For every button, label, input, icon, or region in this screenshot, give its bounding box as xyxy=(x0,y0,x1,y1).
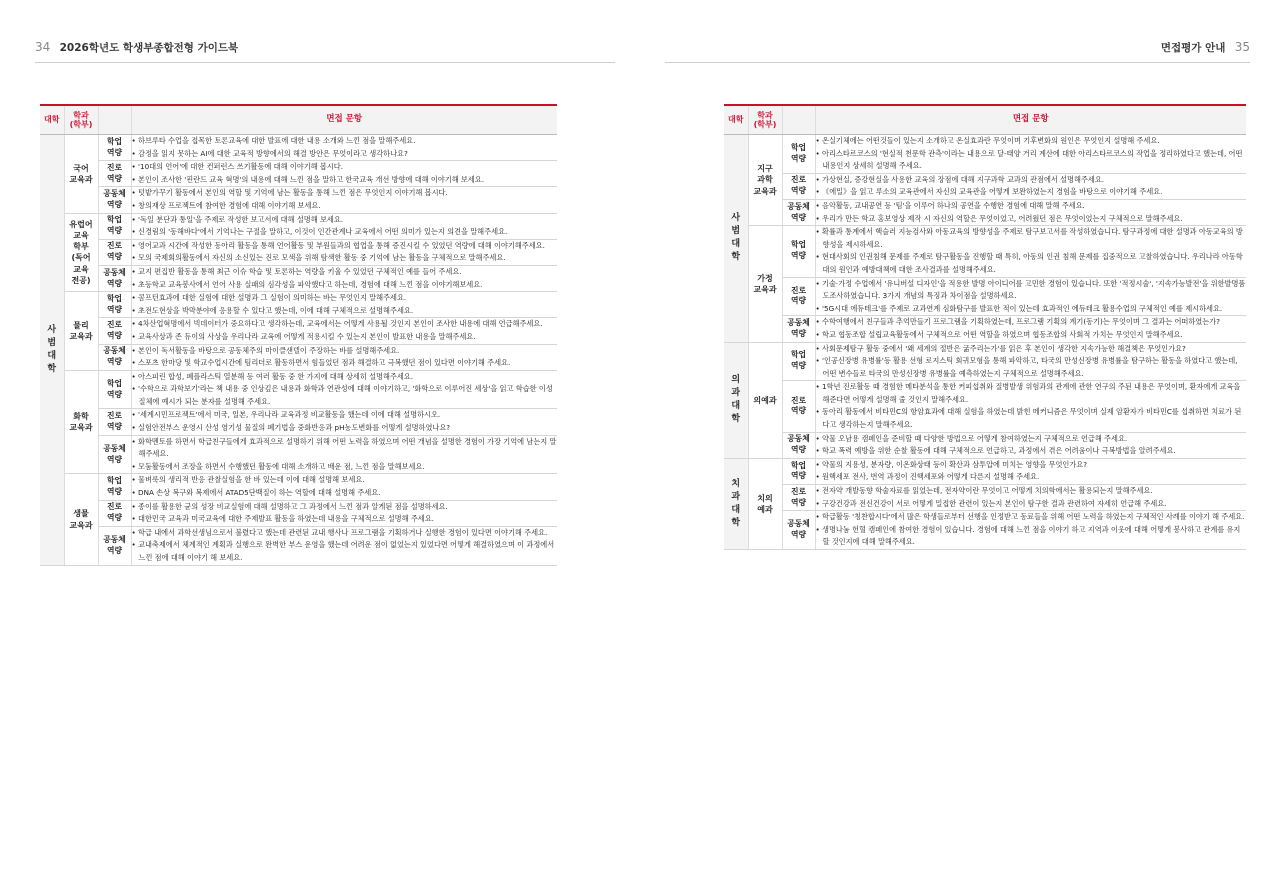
table-row xyxy=(40,318,557,344)
header-rule-left xyxy=(35,62,615,63)
question-item: • 학급 내에서 과학선생님으로서 불렸다고 했는데 관련된 교내 행사나 프로그램을 기획하거나 실행한 경험이 있다면 이야기해 주세요. xyxy=(132,527,558,540)
table-row xyxy=(724,173,1246,199)
table-row xyxy=(724,277,1246,316)
table-row xyxy=(40,161,557,187)
question-item: • 《에밀》을 읽고 루소의 교육관에서 자신의 교육관을 어떻게 보완하였는지 경험을 바탕으로 이야기해 주세요. xyxy=(816,186,1247,199)
questions-cell xyxy=(131,526,557,565)
question-item: • 화학멘토를 하면서 학급친구들에게 효과적으로 설명하기 위해 어떤 노력을 하였으며 어떤 개념을 설명한 경험이 가장 기억에 남는지 말해주세요. xyxy=(132,436,558,461)
section-title: 면접평가 안내 xyxy=(1160,42,1226,54)
questions-cell xyxy=(131,135,557,161)
questions-cell xyxy=(815,458,1246,484)
table-row xyxy=(724,511,1246,550)
department-cell: 화학 교육과 xyxy=(64,370,98,474)
table-header-row xyxy=(40,105,557,135)
running-header-right xyxy=(1161,40,1250,55)
question-item: • 모의 국제회의활동에서 자신의 소신있는 진로 모색을 위해 탐색한 활동 중 기억에 남는 활동을 구체적으로 말해주세요. xyxy=(132,252,558,265)
question-item: • 교지 편집반 활동을 통해 최근 이슈 학습 및 토론하는 역량을 키울 수 있었던 구체적인 예를 들어 주세요. xyxy=(132,266,558,279)
department-cell: 가정 교육과 xyxy=(748,226,782,342)
competency-cell: 공동체 역량 xyxy=(98,187,131,213)
table-row xyxy=(40,344,557,370)
questions-cell xyxy=(131,370,557,409)
competency-cell: 진로 역량 xyxy=(782,173,815,199)
question-item: • 생명나눔 헌혈 캠페인에 참여한 경험이 있습니다. 경험에 대해 느낀 점을 이야기 하고 지역과 이웃에 대해 어떻게 봉사하고 관계를 유지할 것인지에 대해 말해주세요. xyxy=(816,524,1247,549)
competency-cell: 공동체 역량 xyxy=(98,526,131,565)
questions-cell xyxy=(131,265,557,291)
table-row xyxy=(724,135,1246,174)
question-item: • 원핵세포 전사, 번역 과정이 진핵세포와 어떻게 다른지 설명해 주세요. xyxy=(816,471,1247,484)
table-row xyxy=(724,199,1246,225)
questions-cell xyxy=(131,187,557,213)
questions-cell xyxy=(815,381,1246,432)
questions-cell xyxy=(131,500,557,526)
question-item: • 음악활동, 교내공연 등 '팀'을 이루어 하나의 공연을 수행한 경험에 대해 말해 주세요. xyxy=(816,200,1247,213)
question-item: • 아스피린 합성, 폐플라스틱 열분해 등 여러 활동 중 한 가지에 대해 상세히 설명해주세요. xyxy=(132,371,558,384)
department-cell: 국어 교육과 xyxy=(64,135,98,214)
competency-cell: 진로 역량 xyxy=(98,239,131,265)
question-item: • 텃밭가꾸기 활동에서 본인의 역할 및 기억에 남는 활동을 통해 느낀 점은 무엇인지 이야기해 봅시다. xyxy=(132,187,558,200)
header-dept xyxy=(748,105,782,135)
question-item: • 교육사상과 존 듀이의 사상을 우리나라 교육에 어떻게 적용시킬 수 있는지 본인이 발표한 내용을 말해주세요. xyxy=(132,331,558,344)
question-item: • '세계시민프로젝트'에서 미국, 일본, 우리나라 교육과정 비교활동을 했는데 이에 대해 설명하시오. xyxy=(132,409,558,422)
competency-cell: 진로 역량 xyxy=(98,318,131,344)
question-item: • 사회문제탐구 활동 중에서 '왜 세계의 절반은 굶주리는가'를 읽은 후 본인이 생각한 지속가능한 해결책은 무엇인가요? xyxy=(816,343,1247,356)
competency-cell: 학업 역량 xyxy=(98,135,131,161)
questions-cell xyxy=(815,342,1246,381)
question-item: • 온실기체에는 어떤것들이 있는지 소개하고 온실효과란 무엇이며 기후변화의 원인은 무엇인지 설명해 주세요. xyxy=(816,135,1247,148)
questions-cell xyxy=(131,318,557,344)
question-item: • 우리가 만든 학교 홍보영상 제작 시 자신의 역할은 무엇이었고, 어려웠던 점은 무엇이었는지 구체적으로 말해주세요. xyxy=(816,213,1247,226)
competency-cell: 학업 역량 xyxy=(782,458,815,484)
department-cell: 유럽어 교육 학부 (독어 교육 전공) xyxy=(64,213,98,292)
question-item: • 교내축제에서 체계적인 계획과 실행으로 완벽한 부스 운영을 했는데 어려운 점이 없었는지 있었다면 어떻게 해결하였으며 이 과정에서 느낀 점에 대해 이야기 해 보세요. xyxy=(132,539,558,564)
competency-cell: 학업 역량 xyxy=(98,213,131,239)
table-row xyxy=(40,239,557,265)
questions-cell xyxy=(815,485,1246,511)
question-item: • '5G시대 에듀테크'를 주제로 교과연계 심화탐구를 발표한 적이 있는데 효과적인 에듀테크 활용수업의 구체적인 예를 제시하세요. xyxy=(816,303,1247,316)
department-cell: 의예과 xyxy=(748,342,782,458)
interview-table-left xyxy=(40,104,557,566)
question-item: • '10대의 언어'에 대한 컨퍼런스 쓰기활동에 대해 이야기해 봅시다. xyxy=(132,161,558,174)
question-item: • 현대사회의 인권침해 문제를 주제로 탐구활동을 진행할 때 특히, 아동의 인권 침해 문제를 집중적으로 고찰하였습니다. 우리나라 아동학대의 원인과 예방대책에 대한 조사결과를 설명해주세요. xyxy=(816,251,1247,276)
questions-cell xyxy=(131,344,557,370)
competency-cell: 공동체 역량 xyxy=(98,435,131,474)
competency-cell: 진로 역량 xyxy=(98,161,131,187)
question-item: • 약물의 지용성, 분자량, 이온화상태 등이 확산과 삼투압에 미치는 영향을 무엇인가요? xyxy=(816,459,1247,472)
competency-cell: 공동체 역량 xyxy=(782,316,815,342)
questions-cell xyxy=(131,409,557,435)
questions-cell xyxy=(131,474,557,500)
header-questions: 면접 문항 xyxy=(815,105,1246,135)
question-item: • 영어교과 시간에 작성한 동아리 활동을 통해 언어활동 및 부원들과의 협업을 통해 증진시킬 수 있었던 역량에 대해 이야기해주세요. xyxy=(132,240,558,253)
questions-cell xyxy=(815,511,1246,550)
question-item: • 실험안전부스 운영시 산성 염기성 물질의 폐기법을 중화반응과 pH농도변화를 어떻게 설명하였나요? xyxy=(132,422,558,435)
question-item: • 동아리 활동에서 비타민C의 항암효과에 대해 실험을 하였는데 밝힌 메커니즘은 무엇이며 실제 암환자가 비타민C를 섭취하면 치료가 된다고 생각하는지 말해주세요. xyxy=(816,406,1247,431)
college-cell: 사 범 대 학 xyxy=(40,135,64,566)
questions-cell xyxy=(131,239,557,265)
guidebook-title: 2026학년도 학생부종합전형 가이드북 xyxy=(59,42,239,54)
questions-cell xyxy=(815,173,1246,199)
competency-cell: 학업 역량 xyxy=(98,370,131,409)
question-item: • 4차산업혁명에서 빅데이터가 중요하다고 생각하는데, 교육에서는 어떻게 사용될 것인지 본인이 조사한 내용에 대해 언급해주세요. xyxy=(132,318,558,331)
question-item: • DNA 손상 복구와 복제에서 ATAD5단백질이 하는 역할에 대해 설명해 주세요. xyxy=(132,487,558,500)
question-item: • '수학으로 과학보기'라는 책 내용 중 인상깊은 내용과 화학과 연관성에 대해 이야기하고, '화학으로 이루어진 세상'을 읽고 학습한 이성질체에 예시가 되는 분자를 설명해 주세요. xyxy=(132,383,558,408)
header-univ: 대학 xyxy=(724,105,748,135)
question-item: • 초전도현상을 박막분야에 응용할 수 있다고 했는데, 이에 대해 구체적으로 설명해주세요. xyxy=(132,305,558,318)
question-item: • 약물 오남용 캠페인을 준비할 때 다양한 방법으로 어떻게 참여하였는지 구체적으로 언급해 주세요. xyxy=(816,433,1247,446)
department-cell: 생물 교육과 xyxy=(64,474,98,565)
question-item: • 학교 협동조합 설립교육활동에서 구체적으로 어떤 역할을 하였으며 협동조합의 사회적 가치는 무엇인지 말해주세요. xyxy=(816,329,1247,342)
header-dept xyxy=(64,105,98,135)
questions-cell xyxy=(815,135,1246,174)
question-item: • 학급활동 '칭찬합시다'에서 많은 학생들로부터 선행을 인정받고 동료들을 위해 어떤 노력을 하였는지 구체적인 사례를 이야기 해 주세요. xyxy=(816,511,1247,524)
question-item: • 종이를 활용한 균의 성장 비교실험에 대해 설명하고 그 과정에서 느낀 점과 알게된 점을 설명하세요. xyxy=(132,501,558,514)
header-category-blank xyxy=(782,105,815,135)
page-number-right: 35 xyxy=(1234,40,1250,54)
questions-cell xyxy=(815,199,1246,225)
department-cell: 치의 예과 xyxy=(748,458,782,549)
questions-cell xyxy=(131,292,557,318)
question-item: • 구강건강과 전신건강이 서로 어떻게 밀접한 관련이 있는지 본인이 탐구한 결과 관련하여 자세히 언급해 주세요. xyxy=(816,498,1247,511)
table-row xyxy=(40,474,557,500)
competency-cell: 공동체 역량 xyxy=(782,511,815,550)
interview-table-right xyxy=(724,104,1246,550)
competency-cell: 공동체 역량 xyxy=(782,432,815,458)
competency-cell: 학업 역량 xyxy=(98,292,131,318)
question-item: • 신경림의 '동해바다'에서 기억나는 구절을 말하고, 이것이 인간관계나 교육에서 어떤 의미가 있는지 의견을 말해주세요. xyxy=(132,226,558,239)
questions-cell xyxy=(815,277,1246,316)
table-row xyxy=(724,485,1246,511)
table-row xyxy=(40,500,557,526)
question-item: • 모둠활동에서 조장을 하면서 수행했던 활동에 대해 소개하고 배운 점, 느낀 점을 말해보세요. xyxy=(132,461,558,474)
header-questions: 면접 문항 xyxy=(131,105,557,135)
table-header-row xyxy=(724,105,1246,135)
question-item: • 기술·가정 수업에서 '유니버설 디자인'을 적용한 발명 아이디어를 고민한 경험이 있습니다. 또한 '적정시술', '지속가능발전'을 위한발명품도조사하였습니다. 3가지 개념의 특징과 차이점을 설명하세요. xyxy=(816,278,1247,303)
table-row xyxy=(40,213,557,239)
college-cell: 치 과 대 학 xyxy=(724,458,748,549)
page-number-left: 34 xyxy=(35,40,51,54)
college-cell: 의 과 대 학 xyxy=(724,342,748,458)
question-item: • 가상현실, 증강현실을 사용한 교육의 장점에 대해 지구과학 교과의 관점에서 설명해주세요. xyxy=(816,174,1247,187)
competency-cell: 공동체 역량 xyxy=(782,199,815,225)
question-item: • 본인이 독서활동을 바탕으로 공동체주의 마이클샌델이 주장하는 바를 설명해주세요. xyxy=(132,345,558,358)
table-row xyxy=(40,187,557,213)
table-row xyxy=(40,135,557,161)
department-cell: 물리 교육과 xyxy=(64,292,98,371)
competency-cell: 진로 역량 xyxy=(98,409,131,435)
table-row xyxy=(40,292,557,318)
question-item: • 하브루타 수업을 접목한 토론교육에 대한 발표에 대한 내용 소개와 느낀 점을 말해주세요. xyxy=(132,135,558,148)
question-item: • 스포츠 한마당 및 학교수업시간에 팀리더로 활동하면서 힘들었던 점과 해결하고 극복했던 점이 있다면 이야기해 주세요. xyxy=(132,357,558,370)
question-item: • 전자약 개발동향 학술자료를 읽었는데, 전자약이란 무엇이고 어떻게 치의학에서는 활용되는지 말해주세요. xyxy=(816,485,1247,498)
table-row xyxy=(724,226,1246,277)
header-rule-right xyxy=(665,62,1250,63)
header-dept-label: 학과 (학부) xyxy=(753,110,777,129)
question-item: • 수학여행에서 친구들과 추억만들기 프로그램을 기획하였는데, 프로그램 기획의 계기(동기)는 무엇이며 그 결과는 어떠하였는가? xyxy=(816,316,1247,329)
question-item: • 아리스타르코스의 '현실적 천문학 관측'이라는 내용으로 달-태양 거리 계산에 대한 아리스타르코스의 작업을 정리하였다고 했는데, 어떤 내용인지 상세히 설명해 주세요. xyxy=(816,148,1247,173)
table-row xyxy=(40,409,557,435)
question-item: • 감정을 읽지 못하는 AI에 대한 교육적 방향에서의 해결 방안은 무엇이라고 생각하나요? xyxy=(132,148,558,161)
question-item: • 학교 폭력 예방을 위한 순찰 활동에 대해 구체적으로 언급하고, 과정에서 겪은 어려움이나 극복방법을 알려주세요. xyxy=(816,445,1247,458)
table-row xyxy=(724,381,1246,432)
table-row xyxy=(40,435,557,474)
table-row xyxy=(40,370,557,409)
table-row xyxy=(724,342,1246,381)
competency-cell: 학업 역량 xyxy=(98,474,131,500)
college-cell: 사 범 대 학 xyxy=(724,135,748,343)
questions-cell xyxy=(131,435,557,474)
header-univ: 대학 xyxy=(40,105,64,135)
question-item: • '인공신장병 유병률'등 활용 선형 로지스틱 회귀모형을 통해 파악하고, 타국의 만성신장병 유병률을 탐구하는 활동을 하였다고 했는데, 어떤 변수들로 타국의 만성신장병 유병률을 예측하였는지 구체적으로 설명해주세요. xyxy=(816,355,1247,380)
table-row xyxy=(724,316,1246,342)
question-item: • 확률과 통계에서 핵슬러 지능검사와 아동교육의 방향성을 주제로 탐구보고서를 작성하였습니다. 탐구과정에 대한 설명과 아동교육의 방향성을 제시하세요. xyxy=(816,226,1247,251)
table-row xyxy=(40,265,557,291)
questions-cell xyxy=(815,226,1246,277)
questions-cell xyxy=(131,213,557,239)
competency-cell: 학업 역량 xyxy=(782,135,815,174)
competency-cell: 진로 역량 xyxy=(782,381,815,432)
table-row xyxy=(724,458,1246,484)
question-item: • 초등학교 교육봉사에서 언어 사용 실패의 심각성을 파악했다고 하는데, 경험에 대해 느낀 점을 이야기해보세요. xyxy=(132,279,558,292)
header-category-blank xyxy=(98,105,131,135)
competency-cell: 학업 역량 xyxy=(782,342,815,381)
question-item: • 콤프턴효과에 대한 실험에 대한 설명과 그 실험이 의미하는 바는 무엇인지 말해주세요. xyxy=(132,292,558,305)
questions-cell xyxy=(815,316,1246,342)
competency-cell: 진로 역량 xyxy=(782,277,815,316)
competency-cell: 진로 역량 xyxy=(782,485,815,511)
questions-cell xyxy=(131,161,557,187)
department-cell: 지구 과학 교육과 xyxy=(748,135,782,226)
question-item: • 대한민국 교육과 미국교육에 대한 주제발표 활동을 하였는데 내용을 구체적으로 설명해 주세요. xyxy=(132,513,558,526)
questions-cell xyxy=(815,432,1246,458)
competency-cell: 공동체 역량 xyxy=(98,265,131,291)
competency-cell: 공동체 역량 xyxy=(98,344,131,370)
table-row xyxy=(40,526,557,565)
question-item: • 본인이 조사한 '핀란드 교육 혁명'의 내용에 대해 느낀 점을 말하고 한국교육 개선 방향에 대해 이야기해 보세요. xyxy=(132,174,558,187)
question-item: • 창의재상 프로젝트에 참여한 경험에 대해 이야기해 보세요. xyxy=(132,200,558,213)
running-header-left xyxy=(35,40,238,55)
header-dept-label: 학과 (학부) xyxy=(69,110,93,129)
question-item: • 1학년 진로활동 때 경험한 메타분석을 통한 커피섭취와 질병발생 위험과의 관계에 관한 연구의 주된 내용은 무엇이며, 환자에게 교육을 해준다면 어떻게 설명해 줄 것인지 말해주세요. xyxy=(816,381,1247,406)
competency-cell: 학업 역량 xyxy=(782,226,815,277)
competency-cell: 진로 역량 xyxy=(98,500,131,526)
question-item: • '독일 분단과 통일'을 주제로 작성한 보고서에 대해 설명해 보세요. xyxy=(132,214,558,227)
table-row xyxy=(724,432,1246,458)
question-item: • 물벼룩의 생리적 반응 관찰실험을 한 바 있는데 이에 대해 설명해 보세요. xyxy=(132,474,558,487)
